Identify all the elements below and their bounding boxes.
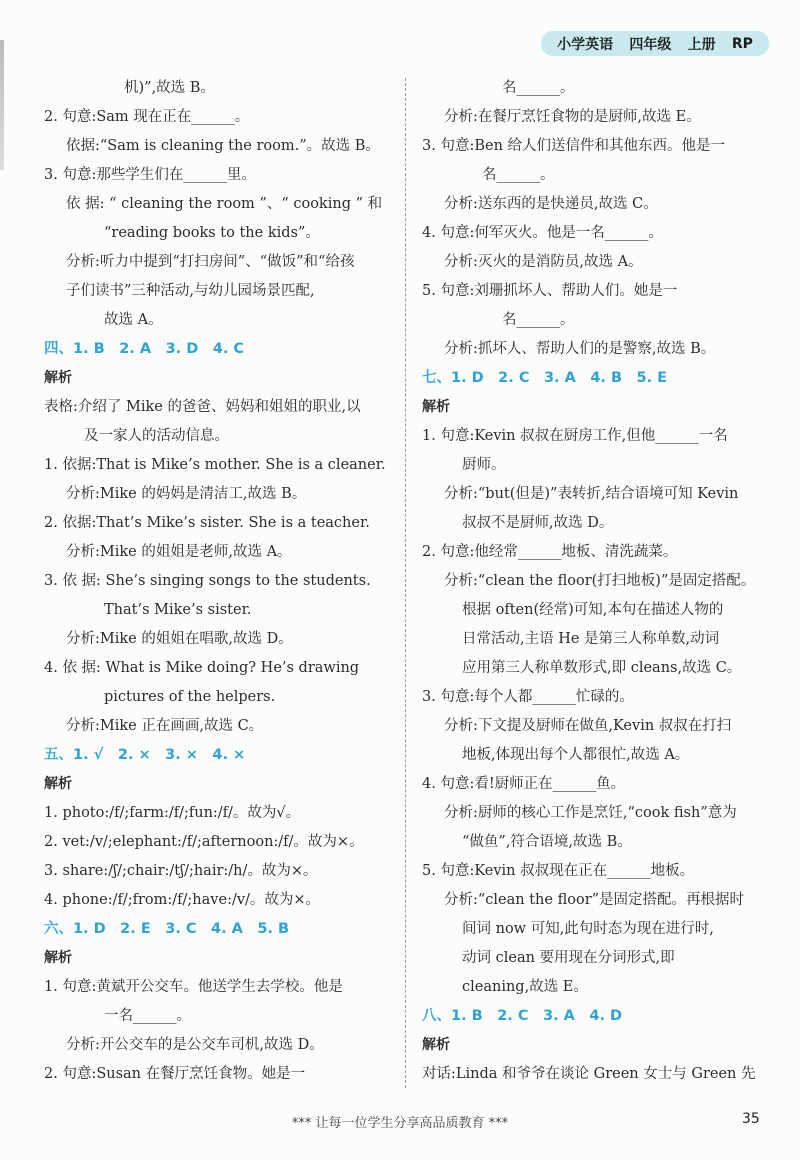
text-line: 对话:Linda 和爷爷在谈论 Green 女士与 Green 先 xyxy=(422,1066,756,1082)
text-line: 分析:Mike 的姐姐在唱歌,故选 D。 xyxy=(66,631,293,647)
text-line: 2. 句意:Susan 在餐厅烹饪食物。她是一 xyxy=(44,1066,306,1082)
text-line: 分析:开公交车的是公交车司机,故选 D。 xyxy=(66,1037,324,1053)
text-line: 一名______。 xyxy=(104,1008,191,1024)
text-line: 2. vet:/v/;elephant:/f/;afternoon:/f/。故为×。 xyxy=(44,834,364,850)
text-line: 名______。 xyxy=(502,312,575,328)
text-line: 3. 句意:那些学生们在______里。 xyxy=(44,167,256,183)
text-line: 及一家人的活动信息。 xyxy=(84,428,229,444)
text-line: 分析:听力中提到“打扫房间”、“做饭”和“给孩 xyxy=(66,254,355,270)
text-line: 厨师。 xyxy=(462,457,506,473)
text-line: 2. 句意:他经常______地板、清洗蔬菜。 xyxy=(422,544,678,560)
text-line: 1. 句意:黄斌开公交车。他送学生去学校。他是 xyxy=(44,979,343,995)
text-line: 3. 依 据: She’s singing songs to the students. xyxy=(44,573,371,589)
text-line: 5. 句意:Kevin 叔叔现在正在______地板。 xyxy=(422,863,695,879)
volume-label: 上册 xyxy=(687,36,716,53)
analysis-heading: 解析 xyxy=(44,370,72,386)
text-line: 3. 句意:每个人都______忙碌的。 xyxy=(422,689,634,705)
text-line: 分析:灭火的是消防员,故选 A。 xyxy=(444,254,643,270)
page-number: 35 xyxy=(742,1111,760,1127)
text-line: 应用第三人称单数形式,即 cleans,故选 C。 xyxy=(462,660,742,676)
text-line: 机)”,故选 B。 xyxy=(124,80,215,96)
text-line: 4. phone:/f/;from:/f/;have:/v/。故为×。 xyxy=(44,892,321,908)
text-line: “reading books to the kids”。 xyxy=(104,225,320,241)
text-line: That’s Mike’s sister. xyxy=(104,602,252,618)
answer-key-line: 五、1. √ 2. × 3. × 4. × xyxy=(44,747,246,763)
answer-key-line: 八、1. B 2. C 3. A 4. D xyxy=(422,1008,623,1024)
text-line: 2. 句意:Sam 现在正在______。 xyxy=(44,109,250,125)
text-line: 叔叔不是厨师,故选 D。 xyxy=(462,515,614,531)
text-line: 分析:Mike 正在画画,故选 C。 xyxy=(66,718,264,734)
text-line: 分析:抓坏人、帮助人们的是警察,故选 B。 xyxy=(444,341,716,357)
text-line: 依据:“Sam is cleaning the room.”。故选 B。 xyxy=(66,138,380,154)
text-line: 分析:下文提及厨师在做鱼,Kevin 叔叔在打扫 xyxy=(444,718,732,734)
footer-slogan: *** 让每一位学生分享高品质教育 *** xyxy=(291,1116,509,1131)
text-line: 分析:厨师的核心工作是烹饪,“cook fish”意为 xyxy=(444,805,737,821)
text-line: 名______。 xyxy=(502,80,575,96)
scan-edge xyxy=(0,40,4,170)
text-line: 4. 依 据: What is Mike doing? He’s drawing xyxy=(44,660,360,676)
grade-label: 四年级 xyxy=(629,36,672,53)
text-line: 名______。 xyxy=(482,167,555,183)
text-line: 1. 依据:That is Mike’s mother. She is a cleaner. xyxy=(44,457,386,473)
text-line: 根据 often(经常)可知,本句在描述人物的 xyxy=(462,602,724,618)
text-line: 动词 clean 要用现在分词形式,即 xyxy=(462,950,675,966)
column-divider xyxy=(405,78,406,1088)
edition-label: RP xyxy=(731,35,753,52)
text-line: “做鱼”,符合语境,故选 B。 xyxy=(462,834,632,850)
text-line: 分析:Mike 的姐姐是老师,故选 A。 xyxy=(66,544,292,560)
analysis-heading: 解析 xyxy=(422,399,450,415)
text-line: 分析:Mike 的妈妈是清洁工,故选 B。 xyxy=(66,486,307,502)
text-line: 分析:“clean the floor(打扫地板)”是固定搭配。 xyxy=(444,573,756,589)
analysis-heading: 解析 xyxy=(44,776,72,792)
answer-key-line: 六、1. D 2. E 3. C 4. A 5. B xyxy=(44,921,290,937)
text-line: 1. 句意:Kevin 叔叔在厨房工作,但他______一名 xyxy=(422,428,728,444)
text-line: 分析:“clean the floor”是固定搭配。再根据时 xyxy=(444,892,745,908)
book-info-badge xyxy=(541,31,769,56)
text-line: 分析:送东西的是快递员,故选 C。 xyxy=(444,196,658,212)
text-line: pictures of the helpers. xyxy=(104,689,276,705)
text-line: 分析:在餐厅烹饪食物的是厨师,故选 E。 xyxy=(444,109,701,125)
text-line: 5. 句意:刘珊抓坏人、帮助人们。她是一 xyxy=(422,283,678,299)
text-line: 依 据: “ cleaning the room ”、“ cooking ” 和 xyxy=(66,196,383,212)
right-column xyxy=(422,74,766,1089)
answer-key-line: 七、1. D 2. C 3. A 4. B 5. E xyxy=(422,370,668,386)
text-line: 分析:“but(但是)”表转折,结合语境可知 Kevin xyxy=(444,486,739,502)
text-line: 子们读书”三种活动,与幼儿园场景匹配, xyxy=(66,283,315,299)
text-line: 故选 A。 xyxy=(104,312,163,328)
text-line: 3. share:/ʃ/;chair:/tʃ/;hair:/h/。故为×。 xyxy=(44,863,318,879)
answer-key-line: 四、1. B 2. A 3. D 4. C xyxy=(44,341,245,357)
text-line: cleaning,故选 E。 xyxy=(462,979,588,995)
text-line: 间词 now 可知,此句时态为现在进行时, xyxy=(462,921,714,937)
text-line: 4. 句意:看!厨师正在______鱼。 xyxy=(422,776,626,792)
text-line: 日常活动,主语 He 是第三人称单数,动词 xyxy=(462,631,720,647)
analysis-heading: 解析 xyxy=(44,950,72,966)
text-line: 地板,体现出每个人都很忙,故选 A。 xyxy=(462,747,690,763)
analysis-heading: 解析 xyxy=(422,1037,450,1053)
text-line: 1. photo:/f/;farm:/f/;fun:/f/。故为√。 xyxy=(44,805,301,821)
text-line: 4. 句意:何军灭火。他是一名______。 xyxy=(422,225,663,241)
subject-label: 小学英语 xyxy=(557,36,614,53)
text-line: 3. 句意:Ben 给人们送信件和其他东西。他是一 xyxy=(422,138,726,154)
left-column xyxy=(44,74,396,1089)
text-line: 表格:介绍了 Mike 的爸爸、妈妈和姐姐的职业,以 xyxy=(44,399,361,415)
text-line: 2. 依据:That’s Mike’s sister. She is a teacher. xyxy=(44,515,370,531)
